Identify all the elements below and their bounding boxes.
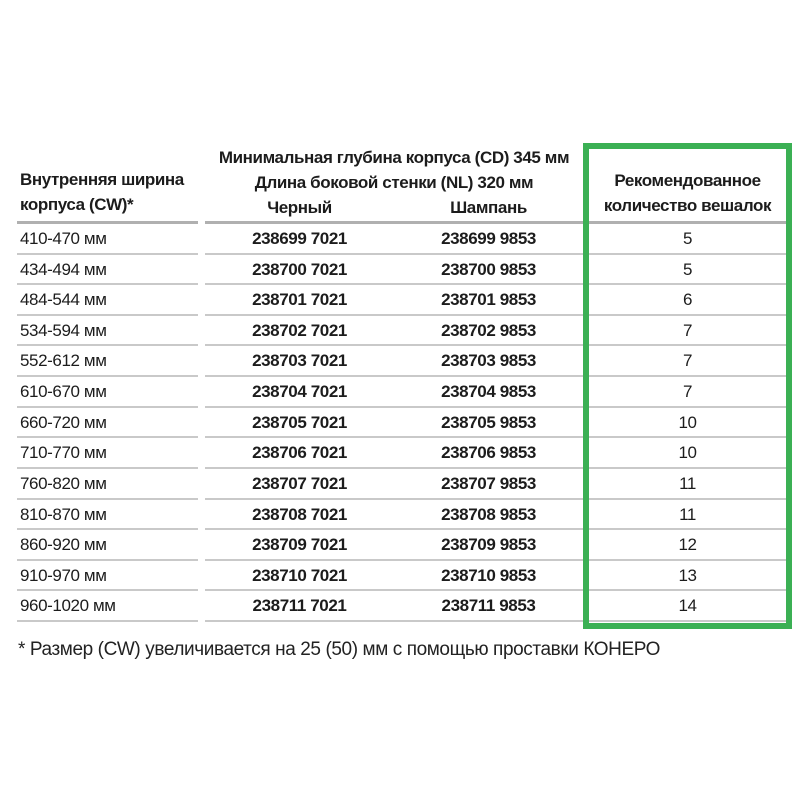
hanger-count-cell: 13 [678, 565, 697, 585]
black-code-cell: 238699 7021 [252, 229, 347, 248]
width-range-cell: 610-670 мм [20, 382, 107, 402]
hanger-count-cell: 7 [682, 320, 693, 340]
width-range-cell: 434-494 мм [20, 259, 107, 279]
group-header-side-wall-length: Длина боковой стенки (NL) 320 мм [254, 173, 534, 192]
champagne-code-cell: 238703 9853 [441, 351, 536, 371]
column-header-black: Черный [267, 198, 332, 217]
black-code-cell: 238706 7021 [252, 443, 347, 463]
table-row [15, 591, 792, 622]
hanger-count-cell: 7 [682, 382, 693, 402]
width-range-cell: 534-594 мм [20, 320, 107, 340]
black-code-cell: 238703 7021 [252, 351, 347, 371]
table-row [15, 408, 792, 439]
table-row [15, 255, 792, 286]
table-row [15, 530, 792, 561]
column-header-champagne: Шампань [450, 198, 527, 217]
width-range-cell: 960-1020 мм [20, 596, 116, 616]
champagne-code-cell: 238710 9853 [441, 565, 536, 585]
black-code-cell: 238700 7021 [252, 259, 347, 279]
width-range-cell: 552-612 мм [20, 351, 107, 371]
table-row [15, 377, 792, 408]
champagne-code-cell: 238707 9853 [441, 473, 536, 493]
row-divider-segment [205, 620, 583, 622]
hanger-count-cell: 12 [678, 535, 697, 555]
table-row [15, 346, 792, 377]
hanger-count-cell: 5 [682, 259, 693, 279]
black-code-cell: 238705 7021 [252, 412, 347, 432]
width-range-cell: 810-870 мм [20, 504, 107, 524]
champagne-code-cell: 238701 9853 [441, 290, 536, 310]
champagne-code-cell: 238704 9853 [441, 382, 536, 402]
champagne-code-cell: 238709 9853 [441, 535, 536, 555]
black-code-cell: 238704 7021 [252, 382, 347, 402]
hanger-spec-table [15, 143, 792, 629]
hanger-count-cell: 11 [679, 473, 696, 493]
column-header-recommended-hangers-line2: количество вешалок [603, 196, 772, 215]
black-code-cell: 238710 7021 [252, 565, 347, 585]
hanger-count-cell: 5 [682, 229, 693, 248]
champagne-code-cell: 238705 9853 [441, 412, 536, 432]
champagne-code-cell: 238708 9853 [441, 504, 536, 524]
width-range-cell: 710-770 мм [20, 443, 107, 463]
width-range-cell: 860-920 мм [20, 535, 107, 555]
black-code-cell: 238702 7021 [252, 320, 347, 340]
width-range-cell: 410-470 мм [20, 229, 107, 248]
black-code-cell: 238701 7021 [252, 290, 347, 310]
table-row [15, 285, 792, 316]
hanger-count-cell: 14 [678, 596, 697, 616]
row-divider-segment [17, 620, 198, 622]
hanger-count-cell: 7 [682, 351, 693, 371]
column-header-inner-width-line2: корпуса (CW)* [20, 195, 134, 214]
hanger-count-cell: 10 [678, 412, 697, 432]
group-header-min-depth: Минимальная глубина корпуса (CD) 345 мм [218, 148, 570, 167]
table-row [15, 561, 792, 592]
hanger-count-cell: 10 [678, 443, 697, 463]
champagne-code-cell: 238702 9853 [441, 320, 536, 340]
table-row [15, 438, 792, 469]
champagne-code-cell: 238699 9853 [441, 229, 536, 248]
width-range-cell: 660-720 мм [20, 412, 107, 432]
black-code-cell: 238711 7021 [252, 596, 347, 616]
champagne-code-cell: 238711 9853 [441, 596, 536, 616]
table-row [15, 469, 792, 500]
column-header-recommended-hangers-line1: Рекомендованное [614, 171, 761, 190]
width-range-cell: 484-544 мм [20, 290, 107, 310]
champagne-code-cell: 238700 9853 [441, 259, 536, 279]
black-code-cell: 238709 7021 [252, 535, 347, 555]
table-row [15, 224, 792, 255]
black-code-cell: 238707 7021 [252, 473, 347, 493]
table-header [15, 143, 792, 224]
table-row [15, 316, 792, 347]
width-range-cell: 760-820 мм [20, 473, 107, 493]
footnote: * Размер (CW) увеличивается на 25 (50) мм с помощью проставки КОНЕРО [18, 639, 660, 660]
row-divider-segment [589, 620, 786, 622]
hanger-count-cell: 6 [682, 290, 693, 310]
width-range-cell: 910-970 мм [20, 565, 107, 585]
table-row [15, 500, 792, 531]
column-header-inner-width-line1: Внутренняя ширина [20, 170, 184, 189]
champagne-code-cell: 238706 9853 [441, 443, 536, 463]
black-code-cell: 238708 7021 [252, 504, 347, 524]
hanger-count-cell: 11 [679, 504, 696, 524]
